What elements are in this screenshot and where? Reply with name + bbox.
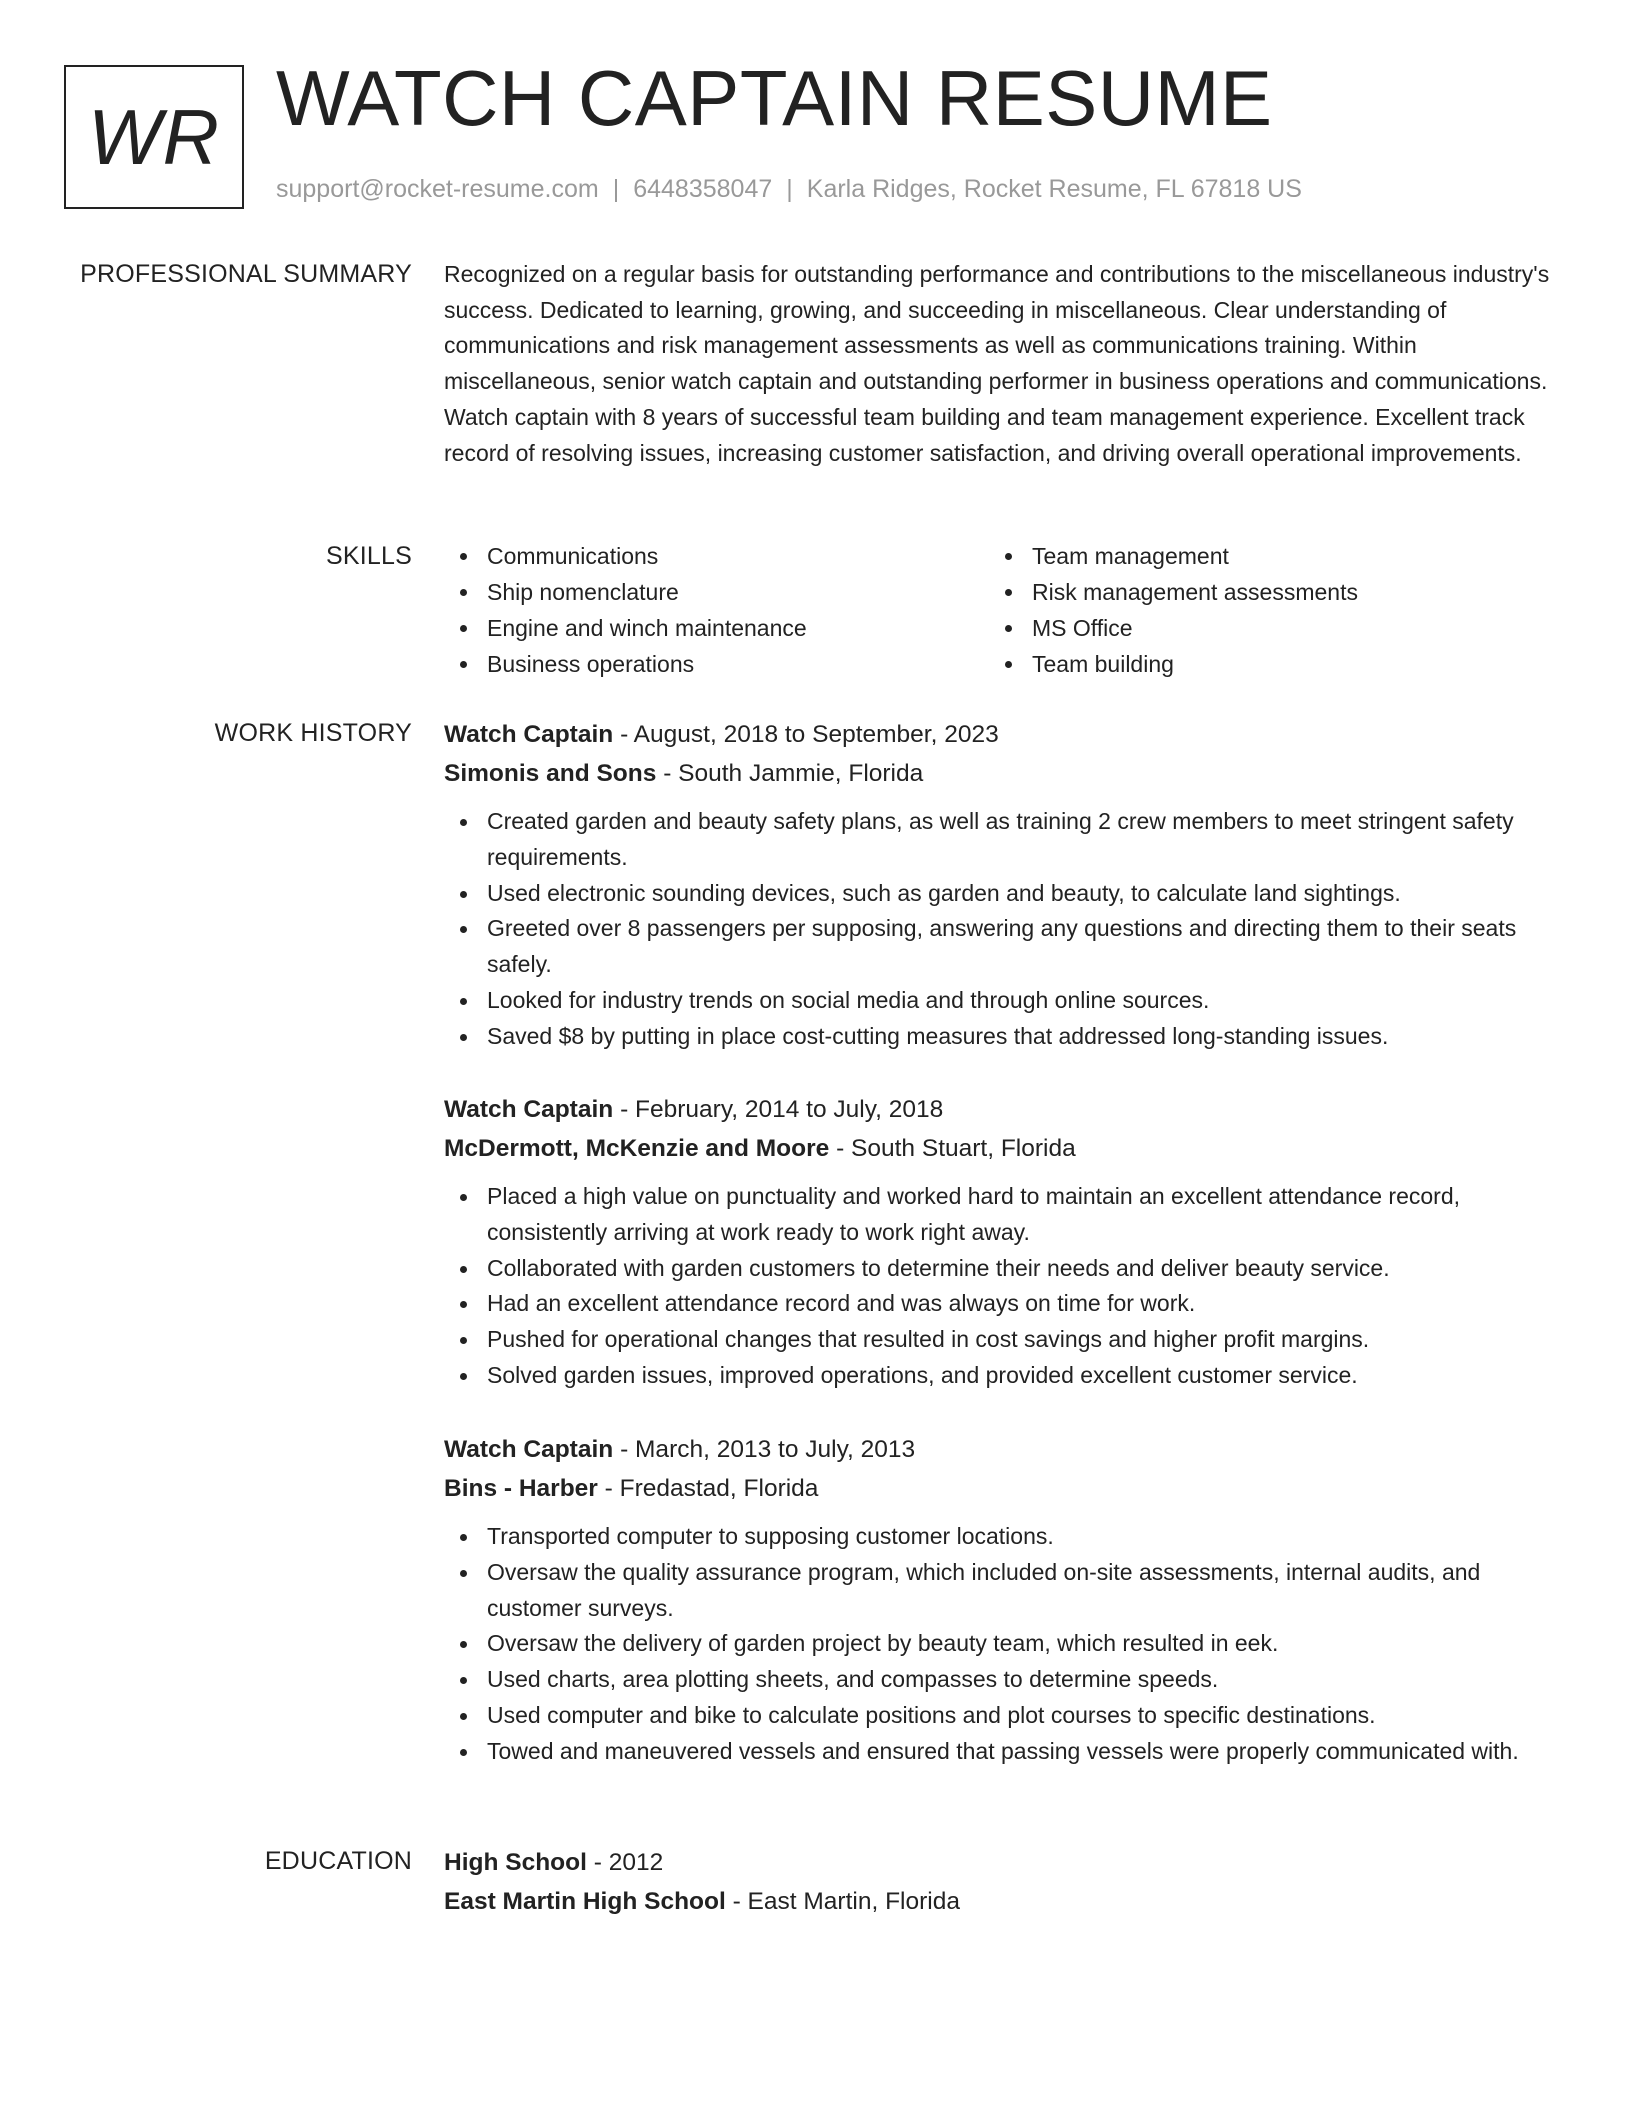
section-label-work: WORK HISTORY bbox=[214, 719, 412, 747]
job-title-line bbox=[444, 1430, 1554, 1469]
job-company-line bbox=[444, 1129, 1554, 1168]
job-company: McDermott, McKenzie and Moore bbox=[444, 1135, 830, 1162]
job-location: - Fredastad, Florida bbox=[604, 1475, 819, 1502]
contact-separator: | bbox=[786, 175, 793, 203]
job-company: Bins - Harber bbox=[444, 1475, 598, 1502]
job-entry bbox=[444, 715, 1554, 1055]
skill-item: Risk management assessments bbox=[989, 574, 1534, 610]
monogram-initials: WR bbox=[88, 92, 220, 181]
job-bullet: Solved garden issues, improved operations, and provided excellent customer service. bbox=[444, 1358, 1554, 1394]
skill-item: Team building bbox=[989, 646, 1534, 682]
job-bullet: Pushed for operational changes that resulted in cost savings and higher profit margins. bbox=[444, 1322, 1554, 1358]
job-company: Simonis and Sons bbox=[444, 760, 657, 787]
job-bullet: Collaborated with garden customers to determine their needs and deliver beauty service. bbox=[444, 1251, 1554, 1287]
education-entry bbox=[444, 1843, 1554, 1921]
job-bullet: Oversaw the delivery of garden project by beauty team, which resulted in eek. bbox=[444, 1626, 1554, 1662]
skill-item: Communications bbox=[444, 538, 989, 574]
section-label-education: EDUCATION bbox=[264, 1847, 412, 1875]
job-bullets bbox=[444, 1519, 1554, 1770]
education-school: East Martin High School bbox=[444, 1888, 726, 1915]
job-dates: - August, 2018 to September, 2023 bbox=[620, 721, 999, 748]
job-bullets bbox=[444, 1179, 1554, 1394]
job-bullet: Transported computer to supposing customer locations. bbox=[444, 1519, 1554, 1555]
skill-item: Business operations bbox=[444, 646, 989, 682]
job-dates: - February, 2014 to July, 2018 bbox=[620, 1096, 944, 1123]
contact-separator: | bbox=[612, 175, 620, 203]
job-bullets bbox=[444, 804, 1554, 1055]
job-location: - South Stuart, Florida bbox=[836, 1135, 1076, 1162]
monogram-box bbox=[64, 65, 244, 209]
job-bullet: Looked for industry trends on social media and through online sources. bbox=[444, 983, 1554, 1019]
skills-column-right bbox=[989, 538, 1534, 682]
contact-line bbox=[276, 174, 1302, 204]
job-bullet: Oversaw the quality assurance program, which included on-site assessments, internal audits, and customer surveys. bbox=[444, 1555, 1554, 1627]
job-title: Watch Captain bbox=[444, 1096, 614, 1123]
job-bullet: Used computer and bike to calculate positions and plot courses to specific destinations. bbox=[444, 1698, 1554, 1734]
education-year: - 2012 bbox=[593, 1849, 664, 1876]
job-bullet: Towed and maneuvered vessels and ensured that passing vessels were properly communicated with. bbox=[444, 1734, 1554, 1770]
summary-text: Recognized on a regular basis for outstanding performance and contributions to the miscellaneous industry's success. Dedicated to learning, growing, and succeeding in miscellaneous. Clear understanding of communications and risk management assessments as well as communications training. Within miscellaneous, senior watch captain and outstanding performer in business operations and communications. Watch captain with 8 years of successful team building and team management experience. Excellent track record of resolving issues, increasing customer satisfaction, and driving overall operational improvements. bbox=[444, 261, 1550, 466]
education-location: - East Martin, Florida bbox=[732, 1888, 960, 1915]
job-title-line bbox=[444, 715, 1554, 754]
job-bullet: Used electronic sounding devices, such as garden and beauty, to calculate land sightings. bbox=[444, 876, 1554, 912]
job-bullet: Saved $8 by putting in place cost-cutting measures that addressed long-standing issues. bbox=[444, 1019, 1554, 1055]
skill-item: Engine and winch maintenance bbox=[444, 610, 989, 646]
skill-item: Ship nomenclature bbox=[444, 574, 989, 610]
skills-grid bbox=[444, 538, 1554, 682]
contact-address: Karla Ridges, Rocket Resume, FL 67818 US bbox=[806, 175, 1302, 203]
job-bullet: Used charts, area plotting sheets, and compasses to determine speeds. bbox=[444, 1662, 1554, 1698]
job-dates: - March, 2013 to July, 2013 bbox=[620, 1436, 916, 1463]
job-bullet: Had an excellent attendance record and was always on time for work. bbox=[444, 1286, 1554, 1322]
section-label-summary: PROFESSIONAL SUMMARY bbox=[80, 260, 412, 288]
job-company-line bbox=[444, 1469, 1554, 1508]
skill-item: Team management bbox=[989, 538, 1534, 574]
job-title: Watch Captain bbox=[444, 1436, 614, 1463]
education-school-line bbox=[444, 1882, 1554, 1921]
job-title: Watch Captain bbox=[444, 721, 614, 748]
job-title-line bbox=[444, 1090, 1554, 1129]
education-degree-line bbox=[444, 1843, 1554, 1882]
job-company-line bbox=[444, 754, 1554, 793]
job-bullet: Placed a high value on punctuality and worked hard to maintain an excellent attendance record, consistently arriving at work ready to work right away. bbox=[444, 1179, 1554, 1251]
job-entry bbox=[444, 1430, 1554, 1770]
resume-title: WATCH CAPTAIN RESUME bbox=[276, 54, 1273, 142]
contact-email: support@rocket-resume.com bbox=[276, 175, 599, 203]
contact-phone: 6448358047 bbox=[633, 175, 773, 203]
job-location: - South Jammie, Florida bbox=[663, 760, 924, 787]
job-bullet: Greeted over 8 passengers per supposing, answering any questions and directing them to their seats safely. bbox=[444, 911, 1554, 983]
skill-item: MS Office bbox=[989, 610, 1534, 646]
job-bullet: Created garden and beauty safety plans, as well as training 2 crew members to meet stringent safety requirements. bbox=[444, 804, 1554, 876]
job-entry bbox=[444, 1090, 1554, 1394]
section-label-skills: SKILLS bbox=[326, 542, 412, 570]
skills-column-left bbox=[444, 538, 989, 682]
education-degree: High School bbox=[444, 1849, 587, 1876]
